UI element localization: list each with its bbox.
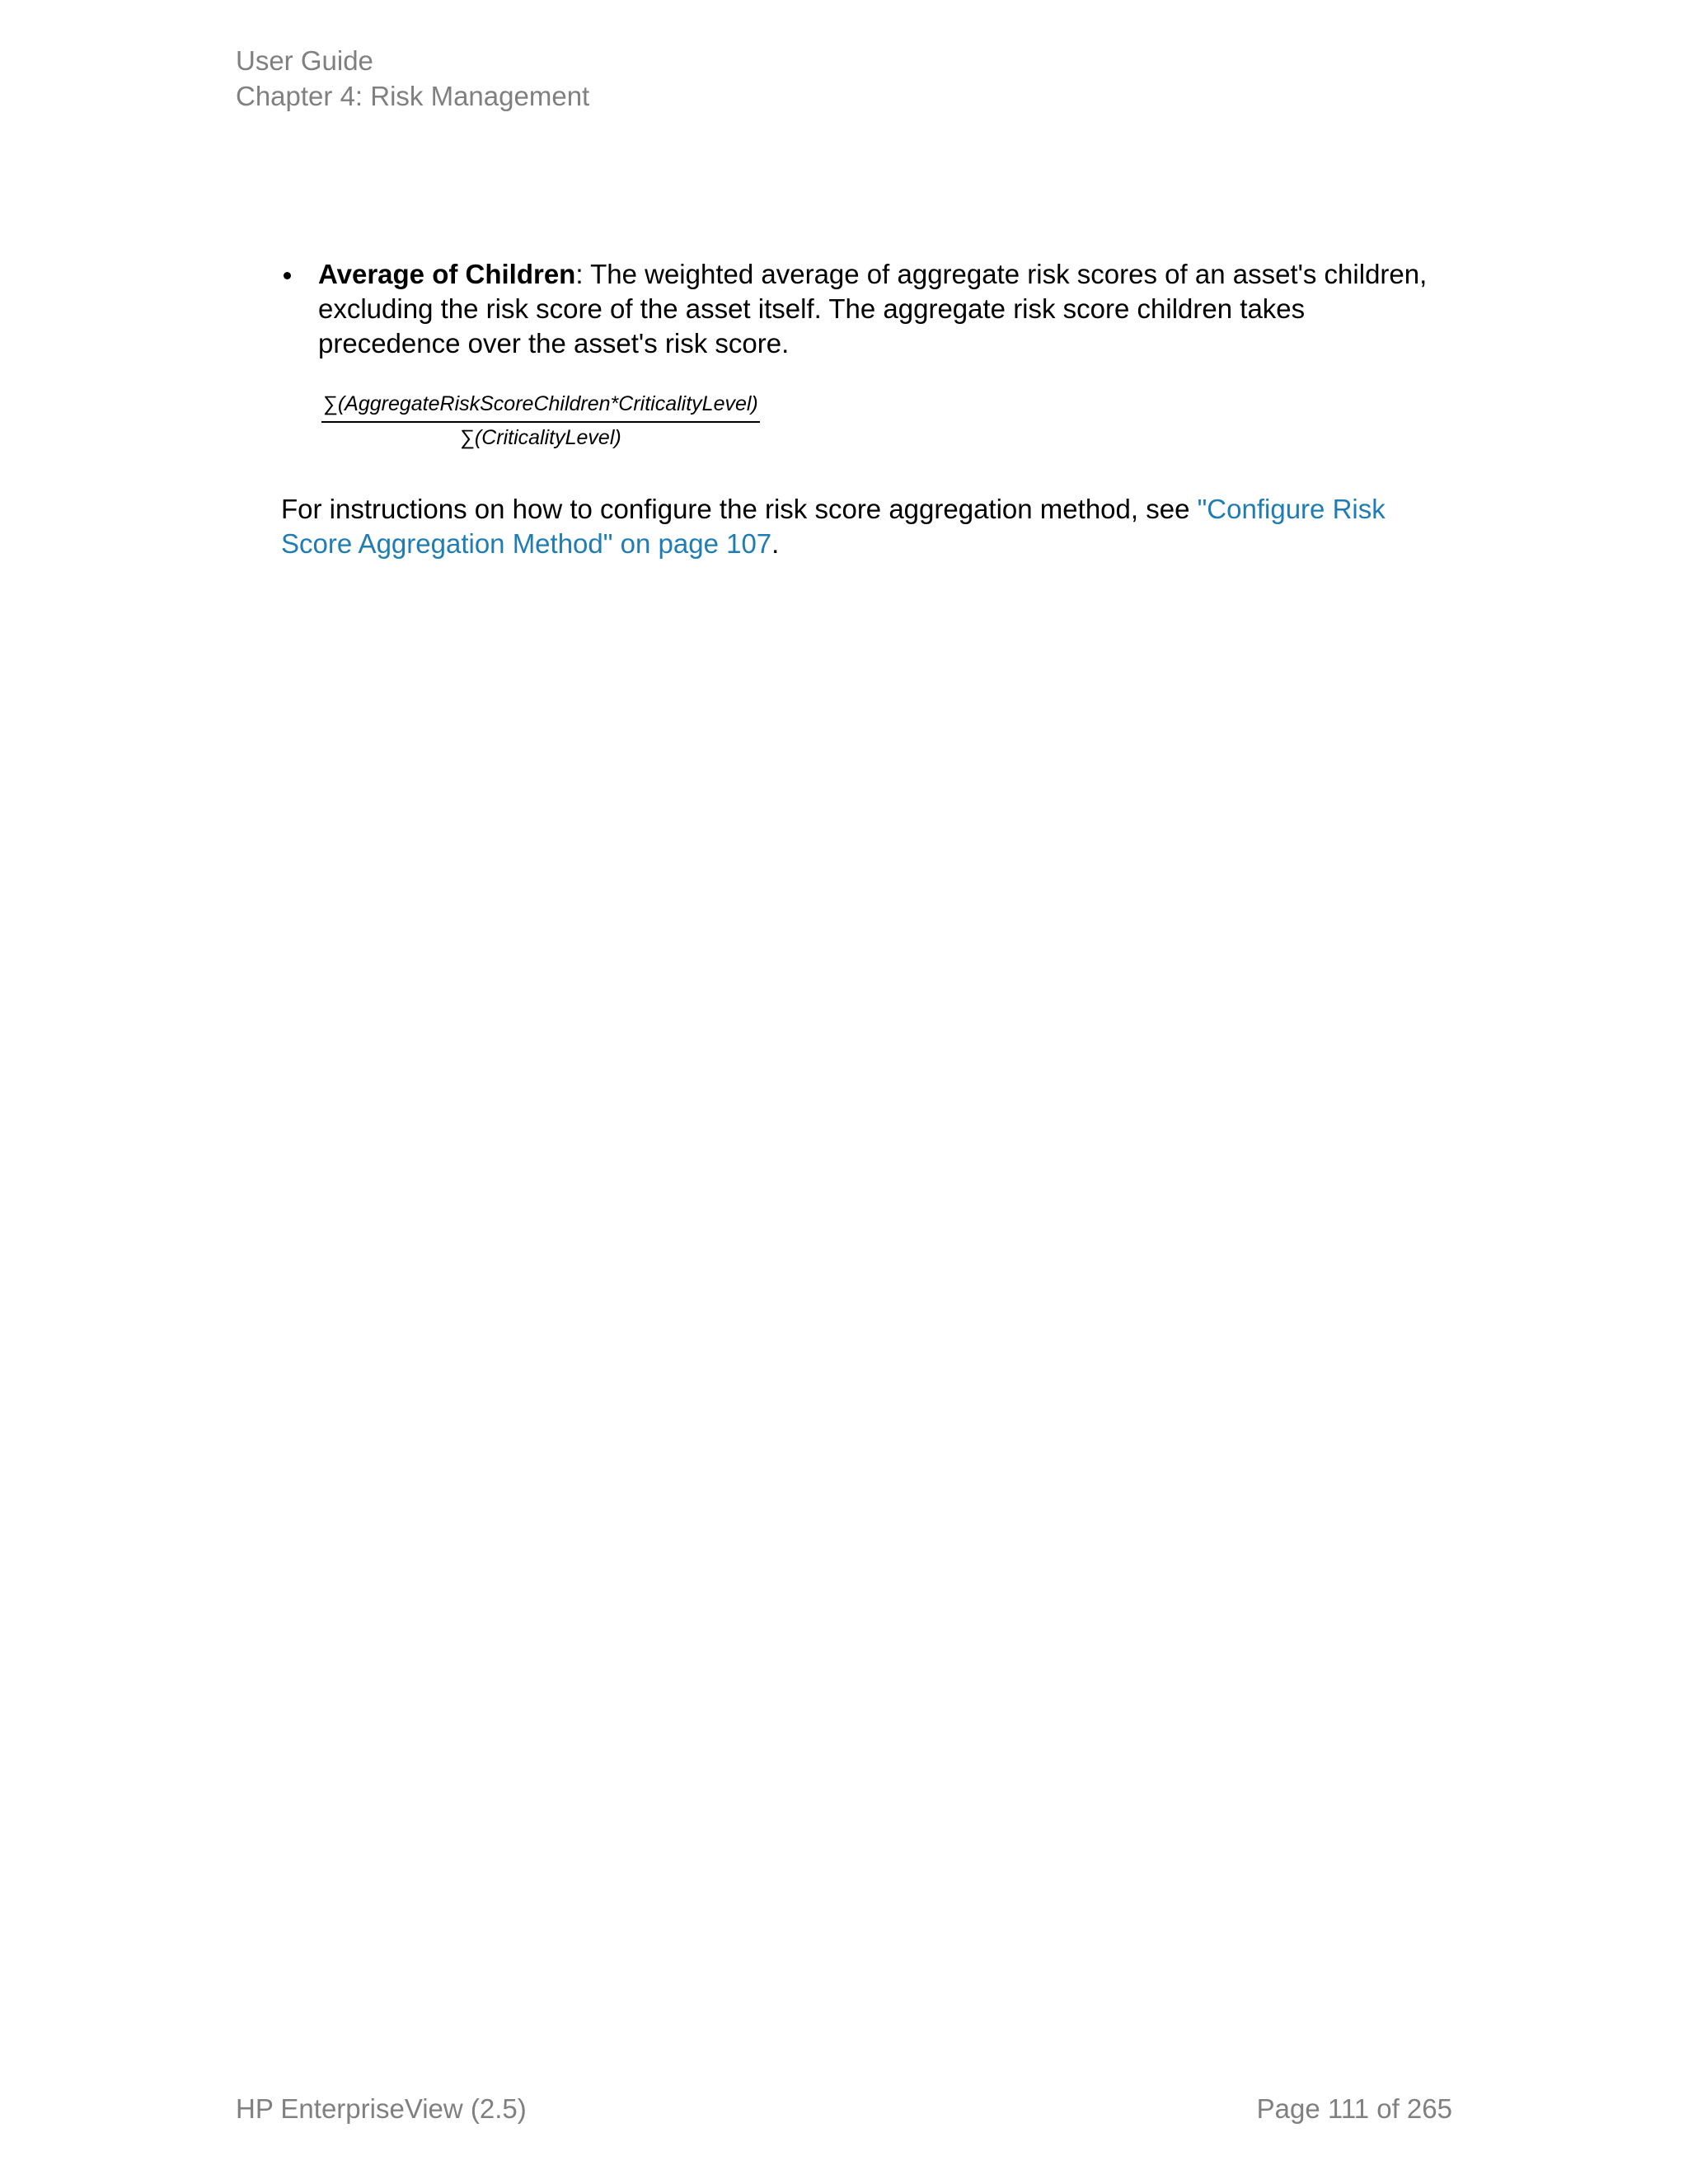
page-header — [236, 43, 589, 114]
footer-product: HP EnterpriseView (2.5) — [236, 2093, 527, 2124]
guide-title: User Guide — [236, 45, 373, 76]
numerator-expression: (AggregateRiskScoreChildren*CriticalityLevel) — [337, 392, 758, 415]
chapter-title: Chapter 4: Risk Management — [236, 81, 590, 111]
bullet-dot — [284, 272, 291, 279]
denominator-sigma: ∑ — [460, 426, 475, 449]
paragraph-text: For instructions on how to configure the risk score aggregation method, see — [281, 494, 1198, 524]
paragraph-period: . — [771, 528, 780, 559]
numerator-sigma: ∑ — [323, 392, 338, 415]
footer-page-number: Page 111 of 265 — [1256, 2093, 1452, 2124]
formula-numerator — [321, 392, 760, 423]
denominator-expression: (CriticalityLevel) — [474, 426, 621, 449]
formula-denominator — [321, 423, 760, 450]
configure-aggregation-link[interactable]: "Configure Risk Score Aggregation Method" on page 107 — [281, 494, 1386, 559]
bullet-term: Average of Children — [318, 259, 576, 289]
bullet-description: : The weighted average of aggregate risk scores of an asset's children, excluding the risk score of the asset itself. The aggregate risk score children takes precedence over the asset's risk score. — [318, 259, 1428, 359]
bullet-text — [318, 257, 1439, 361]
instructions-paragraph — [281, 492, 1451, 561]
weighted-average-formula — [321, 392, 760, 450]
